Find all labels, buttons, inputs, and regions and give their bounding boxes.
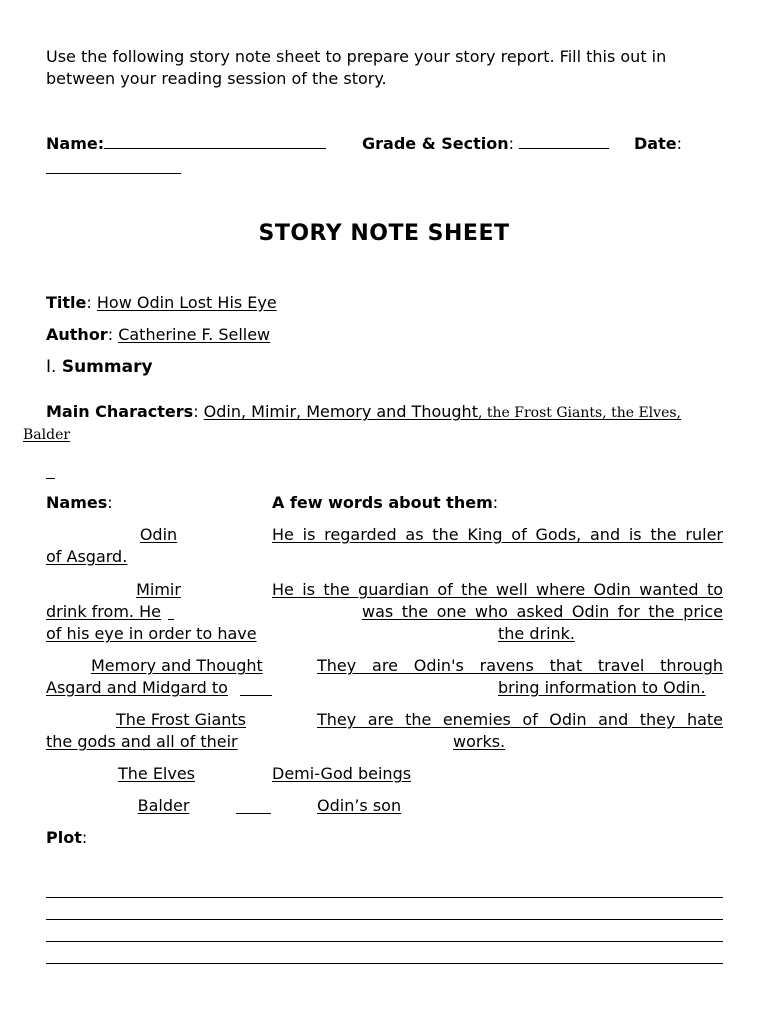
instructions-line-2: between your reading session of the story. (46, 69, 387, 88)
section-numeral: I. (46, 357, 57, 377)
author-value: Catherine F. Sellew (118, 325, 271, 344)
character-desc-odin-2: of Asgard. (46, 547, 128, 566)
about-column-header: A few words about them: (272, 493, 499, 512)
underline-fill (240, 695, 272, 696)
character-desc-mimir-2b: was the one who asked Odin for the price (362, 602, 723, 621)
grade-section-field[interactable]: Grade & Section: (362, 134, 609, 153)
date-field[interactable]: Date: (634, 134, 682, 153)
character-desc-frost-giants-1: They are the enemies of Odin and they hate (317, 710, 723, 729)
page-title: STORY NOTE SHEET (258, 221, 510, 246)
character-name-frost-giants: The Frost Giants (116, 710, 246, 729)
book-title-row: Title: How Odin Lost His Eye (46, 293, 277, 312)
plot-label: Plot: (46, 828, 88, 847)
character-name-memory-and-thought: Memory and Thought (91, 656, 263, 675)
main-characters-row: Main Characters: Odin, Mimir, Memory and Thought, the Frost Giants, the Elves, (46, 402, 681, 421)
underline-fill (168, 619, 174, 620)
character-desc-odin-1: He is regarded as the King of Gods, and is the ruler (272, 525, 723, 544)
plot-line-1[interactable] (46, 897, 723, 898)
character-name-elves: The Elves (117, 764, 196, 783)
character-desc-memory-thought-2a: Asgard and Midgard to (46, 678, 228, 697)
character-desc-elves: Demi-God beings (272, 764, 412, 783)
plot-line-3[interactable] (46, 941, 723, 942)
name-field[interactable]: Name: (46, 134, 326, 153)
book-title-label: Title (46, 293, 87, 312)
names-column-header: Names: (46, 493, 113, 512)
name-blank[interactable] (104, 147, 326, 149)
character-desc-mimir-3a: of his eye in order to have (46, 624, 257, 643)
character-desc-frost-giants-2a: the gods and all of their (46, 732, 238, 751)
author-label: Author (46, 325, 108, 344)
blank-line (46, 478, 55, 479)
book-title-value: How Odin Lost His Eye (96, 293, 277, 312)
character-name-odin: Odin (139, 525, 178, 544)
character-desc-mimir-1: He is the guardian of the well where Odin wanted to (272, 580, 723, 599)
grade-section-label: Grade & Section (362, 134, 509, 153)
character-desc-memory-thought-2b: bring information to Odin. (498, 678, 706, 697)
section-heading-text: Summary (61, 357, 153, 377)
character-name-mimir: Mimir (136, 580, 181, 599)
character-desc-balder: Odin’s son (317, 796, 402, 815)
underline-fill (236, 813, 271, 814)
character-desc-frost-giants-2b: works. (453, 732, 506, 751)
grade-section-blank[interactable] (519, 147, 609, 149)
date-blank[interactable] (46, 173, 181, 174)
character-desc-mimir-2a: drink from. He (46, 602, 161, 621)
author-row: Author: Catherine F. Sellew (46, 325, 271, 344)
plot-line-4[interactable] (46, 963, 723, 964)
section-heading (46, 357, 153, 377)
character-desc-mimir-3b: the drink. (498, 624, 576, 643)
character-name-balder: Balder (137, 796, 190, 815)
main-characters-value-continued: Balder (23, 427, 71, 443)
name-label: Name (46, 134, 98, 153)
main-characters-label: Main Characters (46, 402, 194, 421)
date-label: Date (634, 134, 677, 153)
instructions-line-1: Use the following story note sheet to prepare your story report. Fill this out in (46, 47, 667, 66)
plot-line-2[interactable] (46, 919, 723, 920)
character-desc-memory-thought-1: They are Odin's ravens that travel through (317, 656, 723, 675)
main-characters-value-extra: , the Frost Giants, the Elves, (477, 405, 681, 421)
main-characters-value: Odin, Mimir, Memory and Thought (203, 402, 478, 421)
